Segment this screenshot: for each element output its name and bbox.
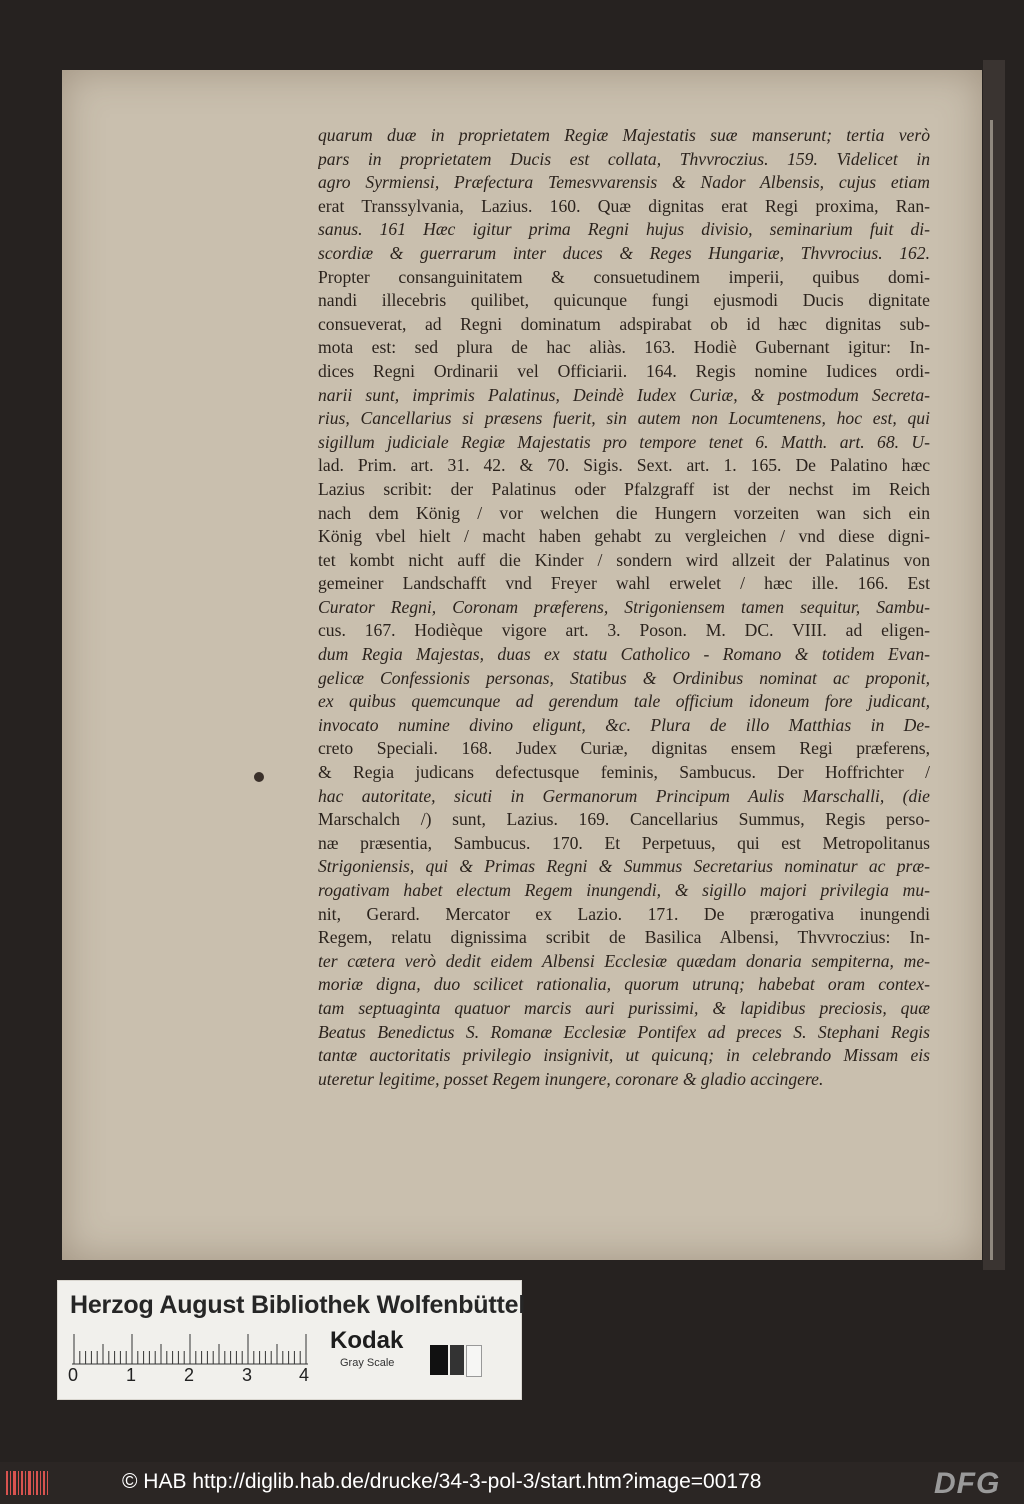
text-line: dum Regia Majestas, duas ex statu Catholico - Romano & totidem Evan- <box>318 644 930 665</box>
text-line: moriæ digna, duo scilicet rationalia, quorum utrunq; habebat oram contex- <box>318 974 930 995</box>
text-line: lad. Prim. art. 31. 42. & 70. Sigis. Sext. art. 1. 165. De Palatino hæc <box>318 455 930 476</box>
ruler-number: 2 <box>184 1365 195 1385</box>
text-line: Lazius scribit: der Palatinus oder Pfalzgraff ist der nechst im Reich <box>318 478 930 499</box>
text-line: nit, Gerard. Mercator ex Lazio. 171. De prærogativa inungendi <box>318 903 930 924</box>
text-line: nach dem König / vor welchen die Hungern vorzeiten wan sich ein <box>318 502 930 523</box>
text-line: Curator Regni, Coronam præferens, Strigoniensem tamen sequitur, Sambu- <box>318 596 930 617</box>
text-line: dices Regni Ordinarii vel Officiarii. 164. Regis nomine Iudices ordi- <box>318 360 930 381</box>
text-line: gelicæ Confessionis personas, Statibus & Ordinibus nominat ac proponit, <box>318 667 930 688</box>
text-line: gemeiner Landschafft vnd Freyer wahl erwelet / hæc ille. 166. Est <box>318 573 930 594</box>
text-line: Beatus Benedictus S. Romanæ Ecclesiæ Pontifex ad preces S. Stephani Regis <box>318 1021 930 1042</box>
text-line: König vbel hielt / macht haben gehabt zu vergleichen / vnd diese digni- <box>318 526 930 547</box>
text-line: pars in proprietatem Ducis est collata, Thvvroczius. 159. Videlicet in <box>318 148 930 169</box>
text-line: Strigoniensis, qui & Primas Regni & Summus Secretarius nominatur ac præ- <box>318 856 930 877</box>
text-line: consueverat, ad Regni dominatum adspirabat ob id hæc dignitas sub- <box>318 313 930 334</box>
ruler-number: 1 <box>126 1365 137 1385</box>
footer-bar <box>0 1462 1024 1504</box>
gray-swatch <box>430 1345 448 1375</box>
kodak-logo: Kodak <box>330 1327 404 1354</box>
text-line: rogativam habet electum Regem inungendi, & sigillo majori privilegia mu- <box>318 880 930 900</box>
text-line: Marschalch /) sunt, Lazius. 169. Cancellarius Summus, Regis perso- <box>318 809 930 830</box>
text-line: tet kombt nicht auff die Kinder / sondern wird allzeit der Palatinus von <box>318 549 930 570</box>
dfg-logo: DFG <box>934 1467 1001 1500</box>
library-color-card <box>57 1280 526 1400</box>
book-spine <box>983 60 1005 1270</box>
text-line: uteretur legitime, posset Regem inungere, coronare & gladio accingere. <box>318 1068 824 1089</box>
spine-edge <box>990 120 993 1260</box>
text-line: erat Transsylvania, Lazius. 160. Quæ dignitas erat Regi proxima, Ran- <box>318 195 930 216</box>
text-line: narii sunt, imprimis Palatinus, Deindè Iudex Curiæ, & postmodum Secreta- <box>318 384 930 405</box>
text-line: agro Syrmiensi, Præfectura Temesvvarensis & Nador Albensis, cujus etiam <box>318 172 930 193</box>
text-line: scordiæ & guerrarum inter duces & Reges Hungariæ, Thvvrocius. 162. <box>318 242 930 263</box>
text-line: cus. 167. Hodièque vigore art. 3. Poson. M. DC. VIII. ad eligen- <box>318 620 930 641</box>
copyright-url-text: © HAB http://diglib.hab.de/drucke/34-3-pol-3/start.htm?image=00178 <box>122 1470 762 1493</box>
text-line: Regem, relatu dignissima scribit de Basilica Albensi, Thvvroczius: In- <box>318 927 930 948</box>
text-line: mota est: sed plura de hac aliàs. 163. Hodiè Gubernant igitur: In- <box>318 337 930 358</box>
ruler-scale <box>72 1333 372 1365</box>
text-line: quarum duæ in proprietatem Regiæ Majestatis suæ manserunt; tertia verò <box>318 125 930 145</box>
text-line: hac autoritate, sicuti in Germanorum Principum Aulis Marschalli, (die <box>318 785 930 806</box>
page-text <box>318 124 930 1091</box>
library-name: Herzog August Bibliothek Wolfenbüttel <box>70 1291 526 1319</box>
ink-blot <box>254 772 264 782</box>
text-line: ex quibus quemcunque ad gerendum tale officium idoneum fore judicant, <box>318 691 930 712</box>
text-line: sigillum judiciale Regiæ Majestatis pro tempore tenet 6. Matth. art. 68. U- <box>318 431 930 452</box>
text-line: sanus. 161 Hæc igitur prima Regni hujus divisio, seminarium fuit di- <box>318 219 930 240</box>
text-line: næ præsentia, Sambucus. 170. Et Perpetuus, qui est Metropolitanus <box>318 832 930 853</box>
ruler-number: 0 <box>68 1365 79 1385</box>
text-line: tam septuaginta quatuor marcis auri purissimi, & lapidibus preciosis, quæ <box>318 997 930 1018</box>
barcode-icon <box>6 1471 48 1495</box>
text-line: invocato numine divino eligunt, &c. Plura de illo Matthias in De- <box>318 714 930 735</box>
ruler-number: 3 <box>242 1365 253 1385</box>
gray-scale-label: Gray Scale <box>340 1357 395 1369</box>
text-line: nandi illecebris quilibet, quicunque fungi ejusmodi Ducis dignitate <box>318 290 930 311</box>
ruler-number: 4 <box>299 1365 310 1385</box>
gray-swatch <box>466 1345 482 1377</box>
gray-swatch <box>450 1345 464 1375</box>
text-line: ter cætera verò dedit eidem Albensi Ecclesiæ quædam donaria sempiterna, me- <box>318 950 930 971</box>
text-line: Propter consanguinitatem & consuetudinem imperii, quibus domi- <box>318 266 930 287</box>
text-line: creto Speciali. 168. Judex Curiæ, dignitas ensem Regi præferens, <box>318 738 930 759</box>
text-line: & Regia judicans defectusque feminis, Sambucus. Der Hoffrichter / <box>318 762 930 783</box>
text-line: rius, Cancellarius si præsens fuerit, sin autem non Locumtenens, hoc est, qui <box>318 408 930 429</box>
text-line: tantæ auctoritatis privilegio insignivit, ut quicunq; in celebrando Missam eis <box>318 1045 930 1066</box>
